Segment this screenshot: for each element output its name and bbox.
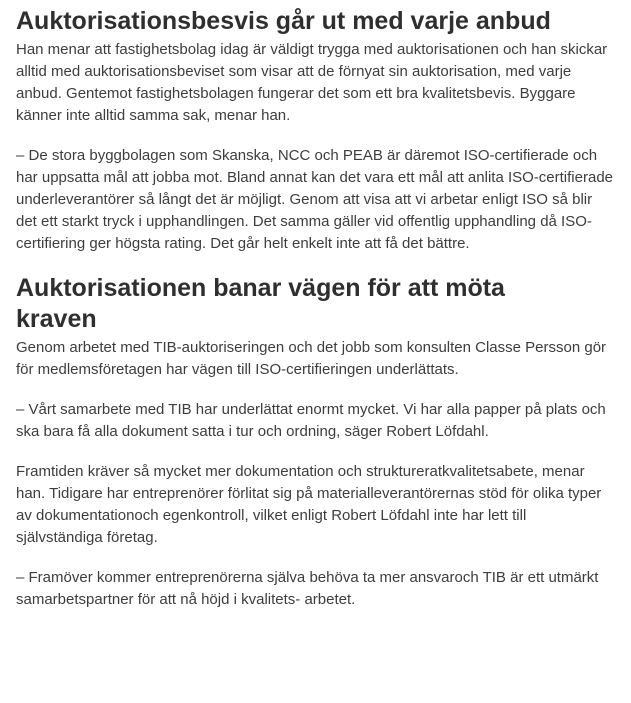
paragraph: – Vårt samarbete med TIB har underlättat enormt mycket. Vi har alla papper på plats och ska bara få alla dokument satta i tur och ordning, säger Robert Löfdahl. xyxy=(16,401,606,440)
paragraph: – De stora byggbolagen som Skanska, NCC och PEAB är däremot ISO-certifierade och har uppsatta mål att jobba mot. Bland annat kan det vara ett mål att anlita ISO-certifierade underleverantörer så långt det är möjligt. Genom att visa att vi arbetar enligt ISO så blir det ett starkt tryck i upphandlingen. Det samma gäller vid offentlig upphandling då ISO-certifiering ger högsta rating. Det går helt enkelt inte att få det bättre. xyxy=(16,147,613,252)
section-heading-auktorisationsbevis: Auktorisationsbesvis går ut med varje anbud xyxy=(16,7,551,35)
paragraph: Genom arbetet med TIB-auktoriseringen och det jobb som konsulten Classe Persson gör för medlemsföretagen har vägen till ISO-certifieringen underlättats. xyxy=(16,339,607,378)
paragraph: Han menar att fastighetsbolag idag är väldigt trygga med auktorisationen och han skickar alltid med auktorisationsbeviset som visar att de förnyat sin auktorisation, med varje anbud. Gentemot fastighetsbolagen fungerar det som ett bra kvalitetsbevis. Byggare känner inte alltid samma sak, menar han. xyxy=(16,41,608,124)
section-heading-auktorisationen-banar-vagen: Auktorisationen banar vägen för att möta kraven xyxy=(16,274,505,333)
paragraph: – Framöver kommer entreprenörerna själva behöva ta mer ansvaroch TIB är ett utmärkt samarbetspartner för att nå höjd i kvalitets- arbetet. xyxy=(16,569,599,608)
paragraph: Framtiden kräver så mycket mer dokumentation och struktureratkvalitetsabete, menar han. Tidigare har entreprenörer förlitat sig på materialleverantörernas stöd för olika typer av dokumentationoch egenkontroll, vilket enligt Robert Löfdahl inte har lett till självständiga företag. xyxy=(16,463,602,546)
